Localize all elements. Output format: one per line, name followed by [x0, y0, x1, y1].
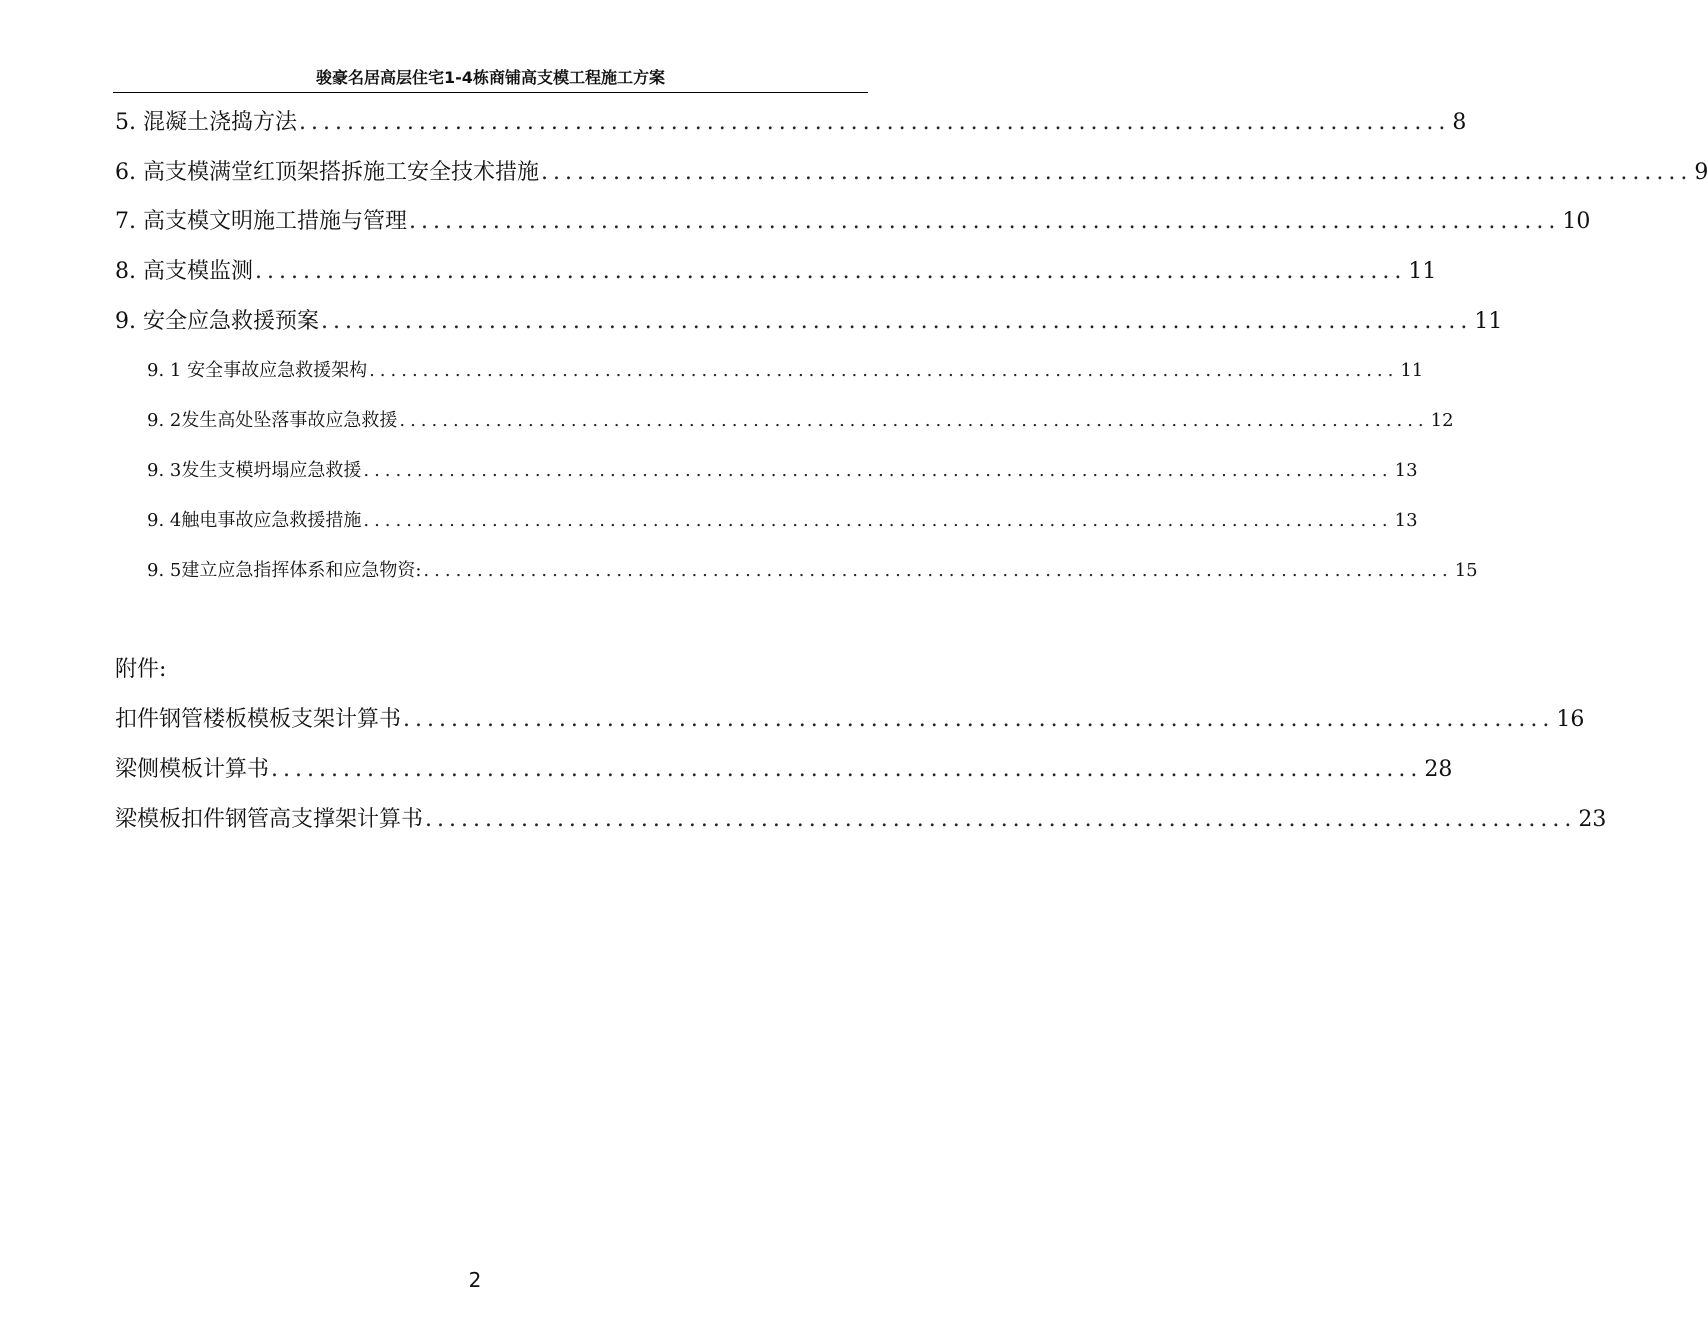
toc-entry[interactable]	[115, 157, 1708, 189]
toc-entry-page: 16	[1556, 707, 1585, 732]
toc-leader-dots: ................................................................................................	[369, 360, 1399, 381]
appendix-entry[interactable]	[115, 704, 1585, 736]
toc-entry-label: 梁模板扣件钢管高支撑架计算书	[115, 807, 424, 832]
document-header: 骏豪名居高层住宅1-4栋商铺高支模工程施工方案	[113, 66, 868, 93]
toc-subentry[interactable]	[147, 557, 1478, 585]
appendix-entry[interactable]	[115, 754, 1453, 786]
toc-entry[interactable]	[115, 256, 1437, 288]
toc-leader-dots: ................................................................................................	[423, 560, 1453, 581]
toc-leader-dots: ................................................................................................	[271, 757, 1423, 782]
toc-leader-dots: ................................................................................................	[403, 707, 1555, 732]
toc-subentry[interactable]	[147, 407, 1454, 435]
toc-entry-page: 13	[1394, 510, 1418, 531]
toc-entry-label: 9. 安全应急救援预案	[115, 309, 319, 334]
toc-entry[interactable]	[115, 107, 1467, 139]
toc-entry-label: 9. 1 安全事故应急救援架构	[147, 360, 368, 381]
toc-entry-page: 13	[1394, 460, 1418, 481]
toc-entry-label: 9. 3发生支模坍塌应急救援	[147, 460, 362, 481]
toc-entry-page: 8	[1452, 110, 1467, 135]
toc-entry[interactable]	[115, 206, 1591, 238]
toc-leader-dots: ................................................................................................	[363, 460, 1393, 481]
toc-entry-page: 9	[1694, 160, 1708, 185]
toc-leader-dots: ................................................................................................	[320, 309, 1473, 334]
toc-entry-page: 23	[1578, 807, 1607, 832]
toc-entry-label: 9. 5建立应急指挥体系和应急物资:	[147, 560, 422, 581]
toc-entry-page: 12	[1430, 410, 1454, 431]
toc-entry[interactable]	[115, 306, 1503, 338]
toc-entry-label: 5. 混凝土浇捣方法	[115, 110, 297, 135]
toc-entry-label: 6. 高支模满堂红顶架搭拆施工安全技术措施	[115, 160, 539, 185]
toc-leader-dots: ................................................................................................	[363, 510, 1393, 531]
toc-entry-label: 9. 4触电事故应急救援措施	[147, 510, 362, 531]
toc-entry-page: 10	[1562, 209, 1591, 234]
page-number: 2	[468, 1268, 482, 1292]
toc-entry-label: 7. 高支模文明施工措施与管理	[115, 209, 407, 234]
toc-entry-page: 11	[1408, 259, 1437, 284]
toc-entry-label: 梁侧模板计算书	[115, 757, 270, 782]
toc-entry-page: 15	[1454, 560, 1478, 581]
toc-entry-label: 8. 高支模监测	[115, 259, 253, 284]
appendix-title: 附件:	[115, 657, 167, 682]
toc-subentry[interactable]	[147, 507, 1418, 535]
toc-leader-dots: ................................................................................................	[298, 110, 1451, 135]
toc-subentry[interactable]	[147, 357, 1424, 385]
toc-entry-page: 28	[1424, 757, 1453, 782]
toc-entry-label: 扣件钢管楼板模板支架计算书	[115, 707, 402, 732]
toc-subentry[interactable]	[147, 457, 1418, 485]
toc-entry-page: 11	[1474, 309, 1503, 334]
toc-entry-page: 11	[1400, 360, 1424, 381]
toc-leader-dots: ................................................................................................	[399, 410, 1429, 431]
toc-entry-label: 9. 2发生高处坠落事故应急救援	[147, 410, 398, 431]
toc-leader-dots: ................................................................................................	[254, 259, 1407, 284]
appendix-entry[interactable]	[115, 804, 1607, 836]
toc-leader-dots: ................................................................................................	[425, 807, 1577, 832]
toc-leader-dots: ................................................................................................	[541, 160, 1693, 185]
toc-leader-dots: ................................................................................................	[408, 209, 1561, 234]
